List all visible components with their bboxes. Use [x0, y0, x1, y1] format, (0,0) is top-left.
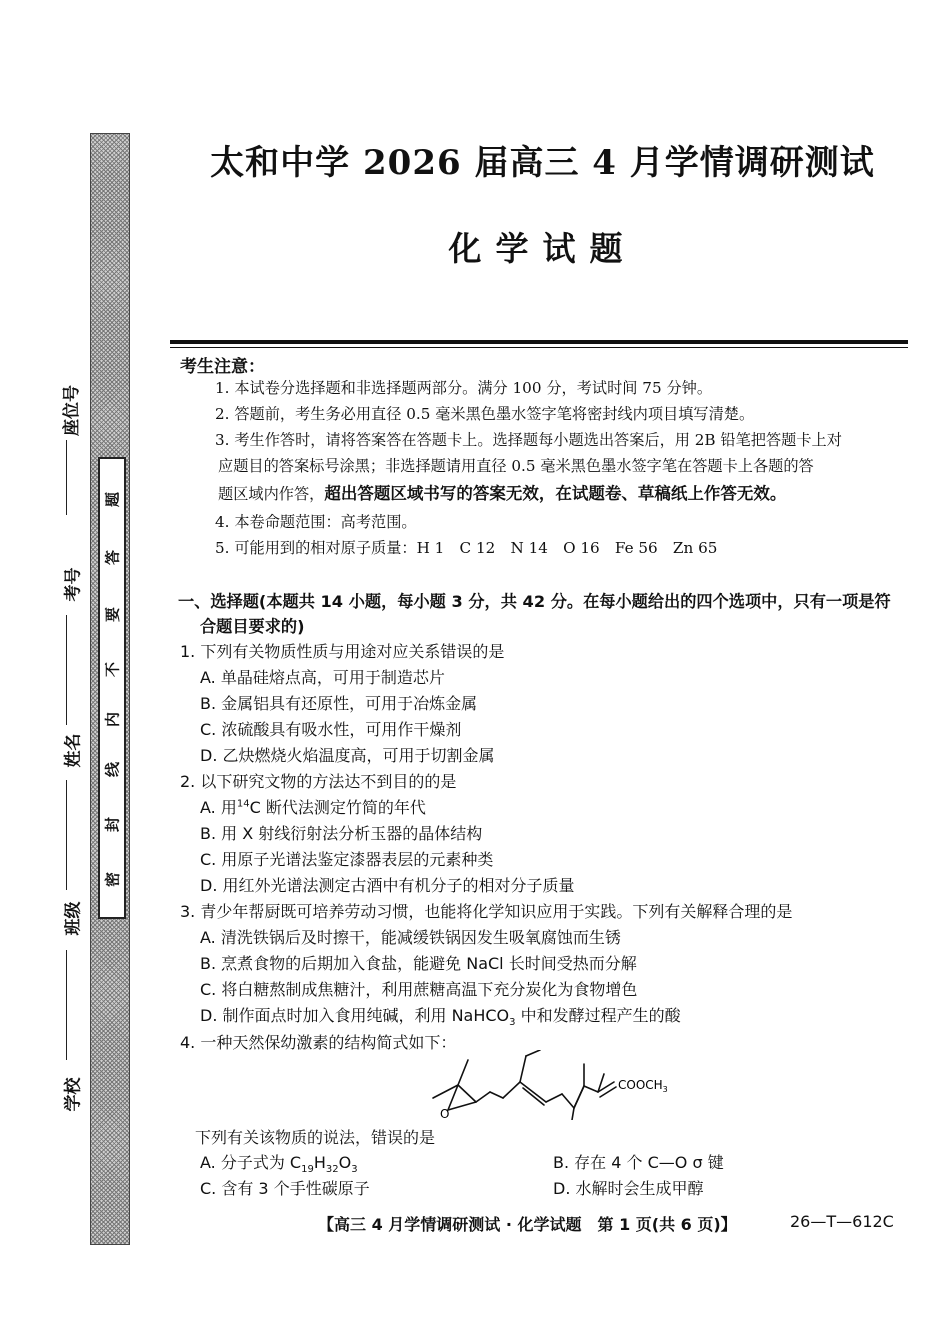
question-prompt: 下列有关该物质的说法，错误的是	[195, 1128, 436, 1147]
bond	[458, 1085, 476, 1102]
subscript: 3	[509, 1017, 516, 1029]
question-stem: 4. 一种天然保幼激素的结构简式如下：	[180, 1033, 457, 1052]
question-stem: 1. 下列有关物质性质与用途对应关系错误的是	[180, 642, 505, 661]
subscript: 32	[325, 1164, 339, 1176]
option-text: O	[338, 1153, 352, 1172]
notice-text: 题区域内作答，	[218, 485, 325, 503]
bond	[520, 1082, 546, 1102]
notice-item: 4. 本卷命题范围：高考范围。	[215, 513, 417, 531]
binding-char: 答	[103, 550, 122, 566]
binding-char: 内	[103, 712, 122, 728]
option-text: C 断代法测定竹简的年代	[249, 798, 426, 817]
binding-char: 线	[103, 762, 122, 778]
isotope-superscript: 14	[236, 798, 250, 810]
notice-item	[218, 480, 786, 504]
bond	[572, 1108, 574, 1120]
seat-number-label: 座位号	[62, 385, 82, 436]
notice-title: 考生注意：	[180, 357, 265, 377]
question-stem: 3. 青少年帮厨既可培养劳动习惯，也能将化学知识应用于实践。下列有关解释合理的是	[180, 902, 793, 921]
class-label: 班级	[63, 901, 84, 936]
question-stem: 2. 以下研究文物的方法达不到目的的是	[180, 772, 457, 791]
notice-item: 1. 本试卷分选择题和非选择题两部分。满分 100 分，考试时间 75 分钟。	[215, 379, 713, 397]
page-footer: 【高三 4 月学情调研测试 · 化学试题 第 1 页(共 6 页)】	[318, 1215, 737, 1234]
subject-title: 化学试题	[448, 229, 637, 268]
header-divider-thin	[170, 347, 908, 348]
bond	[458, 1060, 468, 1085]
exam-number-label: 考号	[63, 567, 84, 602]
notice-item: 5. 可能用到的相对原子质量：H 1 C 12 N 14 O 16 Fe 56 Zn 65	[215, 539, 718, 557]
option-b: B. 烹煮食物的后期加入食盐，能避免 NaCl 长时间受热而分解	[200, 954, 637, 973]
binding-char: 要	[103, 607, 122, 623]
section-heading: 一、选择题(本题共 14 小题，每小题 3 分，共 42 分。在每小题给出的四个选项中，只有一项是符	[178, 592, 891, 611]
option-text: A. 分子式为 C	[200, 1153, 302, 1172]
school-label: 学校	[63, 1077, 84, 1112]
option-b: B. 用 X 射线衍射法分析玉器的晶体结构	[200, 824, 483, 843]
header-divider	[170, 340, 908, 344]
binding-notice-box	[98, 457, 126, 919]
option-d: D. 用红外光谱法测定古酒中有机分子的相对分子质量	[200, 876, 575, 895]
exam-title: 太和中学 2026 届高三 4 月学情调研测试	[210, 143, 875, 183]
option-c: C. 浓硫酸具有吸水性，可用作干燥剂	[200, 720, 462, 739]
paper-code: 26—T—612C	[790, 1212, 894, 1231]
bond	[562, 1094, 574, 1108]
notice-item: 应题目的答案标号涂黑；非选择题请用直径 0.5 毫米黑色墨水签字笔在答题卡上各题的答	[218, 457, 814, 475]
bond	[584, 1086, 598, 1092]
option-c: C. 将白糖熬制成焦糖汁，利用蔗糖高温下充分炭化为食物增色	[200, 980, 638, 999]
option-a	[200, 795, 426, 818]
bond	[490, 1092, 503, 1098]
option-d: D. 乙炔燃烧火焰温度高，可用于切割金属	[200, 746, 495, 765]
option-text: A. 用	[200, 798, 237, 817]
notice-item: 3. 考生作答时，请将答案答在答题卡上。选择题每小题选出答案后，用 2B 铅笔把答题卡上对	[215, 431, 842, 449]
bond	[574, 1086, 584, 1108]
option-a: A. 单晶硅熔点高，可用于制造芯片	[200, 668, 445, 687]
option-d: D. 水解时会生成甲醇	[553, 1179, 704, 1198]
oxygen-atom-label: O	[440, 1107, 450, 1120]
bond	[448, 1102, 476, 1110]
bond	[476, 1092, 490, 1102]
option-b: B. 存在 4 个 C—O σ 键	[553, 1153, 724, 1172]
binding-char: 密	[103, 872, 122, 888]
option-d	[200, 1003, 681, 1028]
seat-number-line[interactable]	[66, 440, 68, 515]
binding-char: 题	[103, 492, 122, 508]
bond	[523, 1088, 544, 1105]
section-heading: 合题目要求的)	[200, 617, 305, 636]
notice-emphasis: 超出答题区域书写的答案无效，在试题卷、草稿纸上作答无效。	[324, 484, 787, 503]
option-a	[200, 1150, 358, 1175]
option-text: H	[313, 1153, 326, 1172]
bond	[503, 1082, 520, 1098]
binding-char: 不	[103, 662, 122, 678]
bond	[520, 1056, 526, 1082]
name-label: 姓名	[63, 733, 84, 768]
bond	[526, 1050, 540, 1056]
exam-number-line[interactable]	[66, 615, 68, 725]
option-c: C. 用原子光谱法鉴定漆器表层的元素种类	[200, 850, 494, 869]
binding-char: 封	[103, 817, 122, 833]
bond	[546, 1094, 562, 1102]
subscript: 3	[351, 1164, 358, 1176]
option-a: A. 清洗铁锅后及时擦干，能减缓铁锅因发生吸氧腐蚀而生锈	[200, 928, 621, 947]
option-b: B. 金属铝具有还原性，可用于冶炼金属	[200, 694, 478, 713]
option-text: 中和发酵过程产生的酸	[515, 1006, 681, 1025]
subscript: 19	[301, 1164, 314, 1176]
option-c: C. 含有 3 个手性碳原子	[200, 1179, 370, 1198]
name-line[interactable]	[66, 780, 68, 890]
option-text: D. 制作面点时加入食用纯碱，利用 NaHCO	[200, 1006, 510, 1025]
class-line[interactable]	[66, 950, 68, 1060]
ester-group-label: $COOCH_3$	[618, 1078, 668, 1094]
notice-item: 2. 答题前，考生务必用直径 0.5 毫米黑色墨水签字笔将密封线内项目填写清楚。	[215, 405, 755, 423]
juvenile-hormone-structure	[428, 1050, 698, 1120]
